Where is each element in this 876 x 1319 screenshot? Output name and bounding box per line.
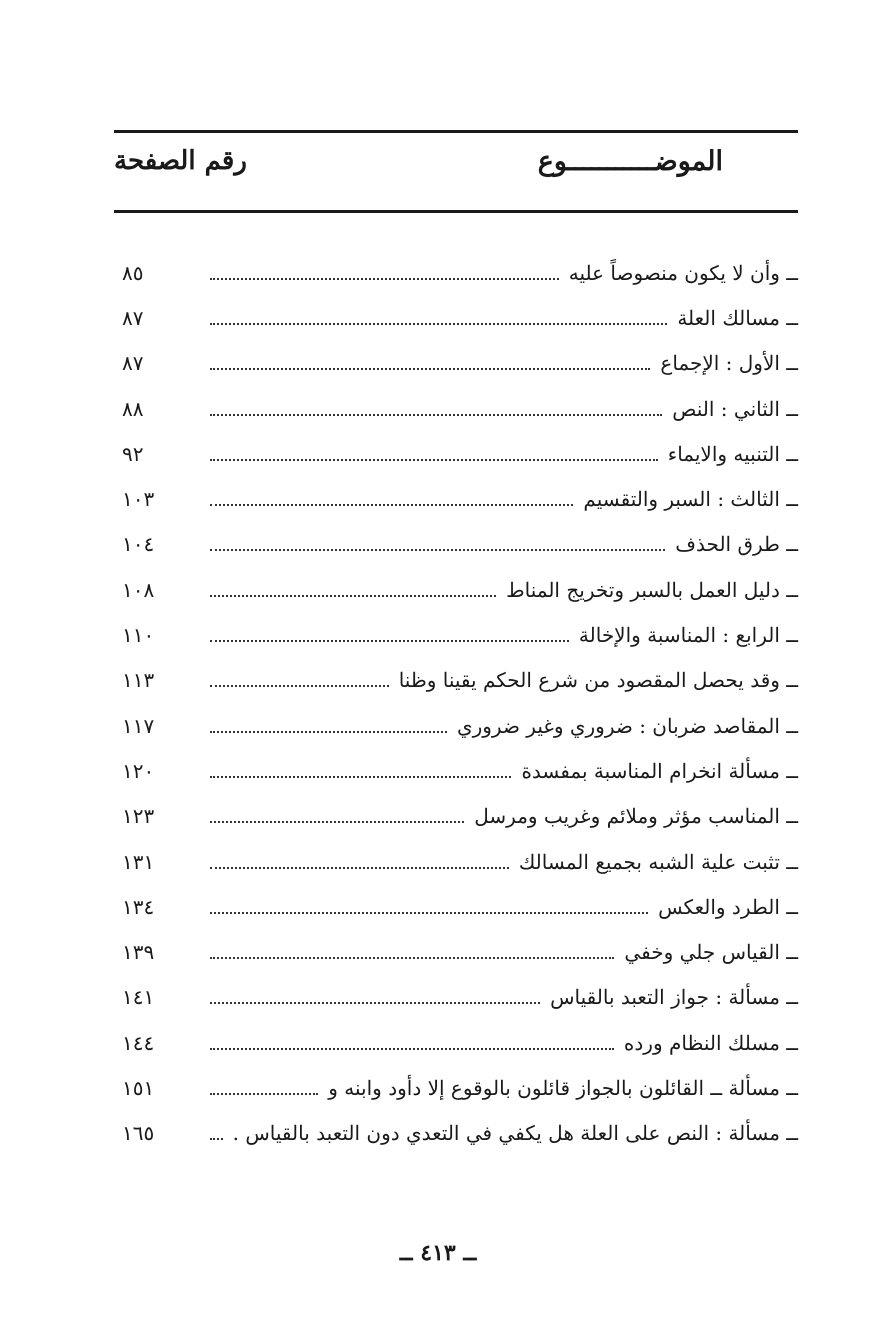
- toc-entry[interactable]: [114, 341, 798, 386]
- toc-entry-title: ــ مسالك العلة: [677, 305, 798, 330]
- toc-entry[interactable]: [114, 884, 798, 929]
- toc-entry-page-number: ١٥١: [122, 1075, 155, 1100]
- dot-leader: [210, 821, 464, 823]
- toc-entry-page-number: ٨٧: [122, 351, 144, 376]
- toc-entry-page-number: ١١٠: [122, 623, 155, 648]
- dot-leader: [210, 1048, 614, 1050]
- toc-entry[interactable]: [114, 1065, 798, 1110]
- toc-entry-title: ــ طرق الحذف: [675, 532, 798, 557]
- toc-entry-page-number: ١٦٥: [122, 1121, 155, 1146]
- toc-entry-page-number: ١٣٤: [122, 894, 155, 919]
- dot-leader: [210, 1138, 223, 1140]
- toc-entry[interactable]: [114, 567, 798, 612]
- toc-entry[interactable]: [114, 1020, 798, 1065]
- toc-entry-page-number: ١٠٤: [122, 532, 155, 557]
- toc-entry-page-number: ١١٧: [122, 713, 155, 738]
- dot-leader: [210, 867, 509, 869]
- toc-entry[interactable]: [114, 929, 798, 974]
- toc-entry-title: ــ المناسب مؤثر وملائم وغريب ومرسل: [474, 804, 798, 829]
- toc-entry-page-number: ١٠٣: [122, 487, 155, 512]
- header-top-rule: [114, 130, 798, 133]
- toc-entry[interactable]: [114, 522, 798, 567]
- toc-entry-page-number: ٨٧: [122, 305, 144, 330]
- dot-leader: [210, 595, 496, 597]
- toc-entry-title: ــ الأول : الإجماع: [660, 351, 798, 376]
- toc-entry[interactable]: [114, 431, 798, 476]
- table-of-contents: [114, 250, 798, 1156]
- dot-leader: [210, 685, 389, 687]
- toc-entry-page-number: ٨٨: [122, 396, 144, 421]
- page-column-heading: رقم الصفحة: [114, 146, 247, 176]
- toc-entry-title: ــ مسألة ــ القائلون بالجواز قائلون بالوقوع إلا دأود وابنه و: [328, 1075, 798, 1100]
- toc-entry-title: ــ الطرد والعكس: [658, 894, 798, 919]
- toc-header: [114, 140, 798, 200]
- dot-leader: [210, 640, 569, 642]
- toc-entry-title: ــ القياس جلي وخفي: [624, 940, 798, 965]
- toc-entry-title: ــ مسألة : النص على العلة هل يكفي في التعدي دون التعبد بالقياس .: [232, 1121, 798, 1146]
- toc-entry[interactable]: [114, 476, 798, 521]
- page-number-footer: ــ ٤١٣ ــ: [399, 1240, 477, 1266]
- toc-entry-page-number: ٨٥: [122, 260, 144, 285]
- toc-entry-title: ــ وأن لا يكون منصوصاً عليه: [568, 260, 798, 285]
- toc-entry[interactable]: [114, 295, 798, 340]
- toc-entry[interactable]: [114, 250, 798, 295]
- dot-leader: [210, 323, 667, 325]
- toc-entry-title: ــ دليل العمل بالسبر وتخريج المناط: [506, 577, 798, 602]
- toc-entry-title: ــ الثاني : النص: [672, 396, 798, 421]
- toc-entry-page-number: ١٠٨: [122, 577, 155, 602]
- toc-entry-page-number: ٩٢: [122, 441, 144, 466]
- dot-leader: [210, 504, 573, 506]
- toc-entry-title: ــ تثبت علية الشبه بجميع المسالك: [518, 849, 798, 874]
- toc-entry[interactable]: [114, 975, 798, 1020]
- toc-entry-page-number: ١٤٤: [122, 1030, 155, 1055]
- toc-entry-title: ــ وقد يحصل المقصود من شرع الحكم يقينا وظنا: [398, 668, 798, 693]
- toc-entry-title: ــ مسألة : جواز التعبد بالقياس: [550, 985, 798, 1010]
- toc-entry-page-number: ١٢٠: [122, 758, 155, 783]
- dot-leader: [210, 459, 658, 461]
- toc-entry[interactable]: [114, 703, 798, 748]
- dot-leader: [210, 731, 447, 733]
- dot-leader: [210, 1093, 318, 1095]
- dot-leader: [210, 368, 650, 370]
- dot-leader: [210, 414, 662, 416]
- toc-entry-page-number: ١٣١: [122, 849, 155, 874]
- dot-leader: [210, 776, 511, 778]
- dot-leader: [210, 549, 665, 551]
- toc-entry[interactable]: [114, 386, 798, 431]
- dot-leader: [210, 957, 614, 959]
- topic-column-heading: الموضـــــــــــوع: [537, 146, 723, 177]
- toc-entry-title: ــ مسلك النظام ورده: [623, 1030, 798, 1055]
- toc-entry-title: ــ الثالث : السبر والتقسيم: [583, 487, 798, 512]
- dot-leader: [210, 1002, 540, 1004]
- toc-entry[interactable]: [114, 794, 798, 839]
- toc-entry[interactable]: [114, 612, 798, 657]
- toc-entry[interactable]: [114, 748, 798, 793]
- toc-entry[interactable]: [114, 839, 798, 884]
- toc-entry-title: ــ التنبيه والايماء: [667, 441, 798, 466]
- toc-entry[interactable]: [114, 658, 798, 703]
- toc-entry-page-number: ١٢٣: [122, 804, 155, 829]
- toc-entry-title: ــ المقاصد ضربان : ضروري وغير ضروري: [456, 713, 798, 738]
- header-bottom-rule: [114, 210, 798, 213]
- toc-entry-title: ــ الرابع : المناسبة والإخالة: [578, 623, 798, 648]
- toc-entry-page-number: ١١٣: [122, 668, 155, 693]
- toc-entry-title: ــ مسألة انخرام المناسبة بمفسدة: [521, 758, 798, 783]
- toc-entry[interactable]: [114, 1111, 798, 1156]
- dot-leader: [210, 912, 648, 914]
- toc-entry-page-number: ١٤١: [122, 985, 155, 1010]
- dot-leader: [210, 278, 559, 280]
- toc-entry-page-number: ١٣٩: [122, 940, 155, 965]
